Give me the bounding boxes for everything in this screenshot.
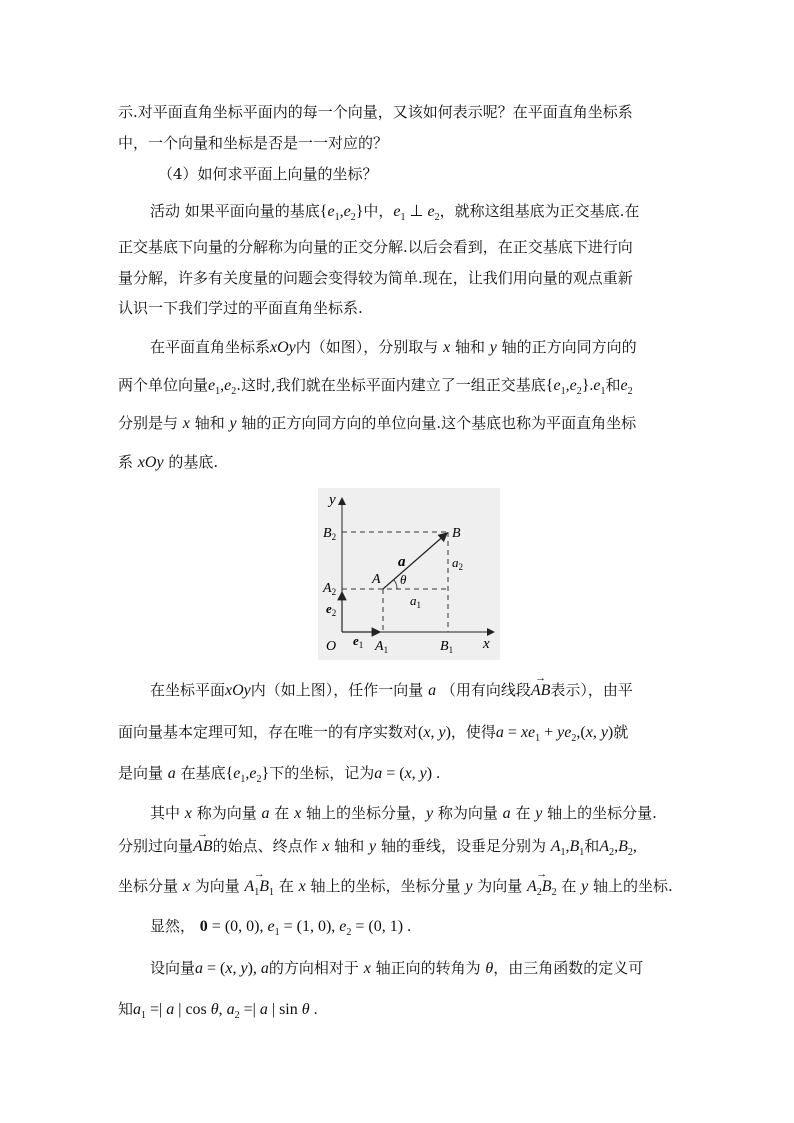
label-a1: $a_1$ (410, 593, 421, 610)
label-B1: $B_1$ (440, 639, 454, 655)
label-B: B (452, 526, 461, 541)
text-line: 分别是与 x 轴和 y 轴的正方向同方向的单位向量.这个基底也称为平面直角坐标 (118, 414, 637, 432)
label-A2: $A_2$ (323, 581, 337, 597)
y-axis-label: y (329, 492, 336, 508)
formula: $e_1$ ⊥ $e_2$ (393, 203, 440, 224)
formula: $\{e_1,e_2\}$ (319, 203, 364, 224)
text-line: 设向量a = (x, y), a的方向相对于 x 轴正向的转角为 θ，由三角函数的定义可 (150, 959, 644, 977)
formula: $e_2$ (620, 377, 633, 398)
coordinate-diagram (318, 488, 500, 660)
origin-label: O (326, 639, 337, 654)
text-line: 系 xOy 的基底. (118, 453, 219, 471)
label-a2: $a_2$ (452, 555, 463, 572)
x-axis-label: x (483, 636, 490, 652)
text-line: 正交基底下向量的分解称为向量的正交分解.以后会看到，在正交基底下进行向 (118, 238, 633, 256)
text-line: 活动 如果平面向量的基底$\{e_1,e_2\}$中，$e_1$ ⊥ $e_2$，就称这组基底为正交基底.在 (150, 202, 640, 224)
text-line: 显然， 0 = (0, 0), $e_1 = (1$, 0), $e_2 = (0$, 1) . (150, 917, 412, 939)
text-line: 两个单位向量$e_1,e_2$.这时,我们就在坐标平面内建立了一组正交基底$\{e_1,e_2\}.e_1$和$e_2$ (118, 376, 633, 398)
text-line: 在平面直角坐标系xOy内（如图），分别取与 x 轴和 y 轴的正方向同方向的 (150, 338, 637, 356)
formula: $\{e_1,e_2\}$ (225, 765, 270, 786)
formula: $a = xe_1 + ye_2,(x$, y) (495, 724, 614, 745)
label-A1: $A_1$ (375, 639, 389, 655)
formula: (x, y) (418, 724, 451, 741)
text-line: 认识一下我们学过的平面直角坐标系. (118, 299, 363, 317)
formula: $A_2,B_2$, (599, 838, 637, 859)
label-e1: $e_1$ (353, 633, 364, 650)
label-B2: $B_2$ (323, 526, 337, 542)
formula: $\{e_1,e_2\}.e_1$ (545, 377, 606, 398)
label-theta: θ (400, 572, 407, 587)
vector-AB: → AB (193, 836, 213, 858)
formula: 0 = (0, 0), $e_1 = (1$, 0), $e_2 = (0$, 1) . (199, 918, 412, 939)
question-heading: （4）如何求平面上向量的坐标？ (158, 165, 378, 183)
text-line: 在坐标平面xOy内（如上图），任作一向量 a （用有向线段→ AB表示），由平 (150, 679, 633, 702)
text-line: 是向量 a 在基底$\{e_1,e_2\}$下的坐标，记为a = (x, y) . (118, 764, 441, 786)
formula: a = (x, y), a (195, 960, 269, 977)
vector-a (383, 533, 447, 589)
text-line: 中，一个向量和坐标是否是一一对应的？ (118, 134, 389, 152)
label-a-vector: a (398, 554, 406, 570)
text-line: 其中 x 称为向量 a 在 x 轴上的坐标分量，y 称为向量 a 在 y 轴上的坐标分量. (150, 804, 657, 822)
label-A: A (372, 572, 381, 587)
vector-AB: → AB (531, 680, 551, 702)
formula: a = (x, y) . (374, 765, 441, 782)
coordinate-figure (318, 488, 500, 660)
text-line: 分别过向量→ AB的始点、终点作 x 轴和 y 轴的垂线，设垂足分别为 $A_1,B_1$和$A_2,B_2$, (118, 835, 637, 864)
label-e2: $e_2$ (326, 601, 337, 618)
formula: $A_1,B_1$ (550, 838, 585, 859)
formula: $a_1$ =| a | cos θ, $a_2$ =| a | sin θ . (133, 1001, 318, 1022)
text-line: 面向量基本定理可知，存在唯一的有序实数对(x, y)，使得$a = xe_1 + ye_2,(x$, y)就 (118, 723, 629, 745)
text-line: 坐标分量 x 为向量 → $A_1B_1$ 在 x 轴上的坐标，坐标分量 y 为向量 → $A_2B_2$ 在 y 轴上的坐标. (118, 875, 673, 904)
vector-A2B2: → $A_2B_2$ (527, 876, 557, 904)
text-line: 示.对平面直角坐标平面内的每一个向量，又该如何表示呢？在平面直角坐标系 (118, 103, 633, 121)
vector-A1B1: → $A_1B_1$ (244, 876, 274, 904)
theta-arc (394, 580, 397, 589)
text-line: 量分解，许多有关度量的问题会变得较为简单.现在，让我们用向量的观点重新 (118, 269, 633, 287)
formula: $e_1,e_2$ (208, 377, 237, 398)
text-line: 知$a_1$ =| a | cos θ, $a_2$ =| a | sin θ . (118, 1000, 318, 1022)
